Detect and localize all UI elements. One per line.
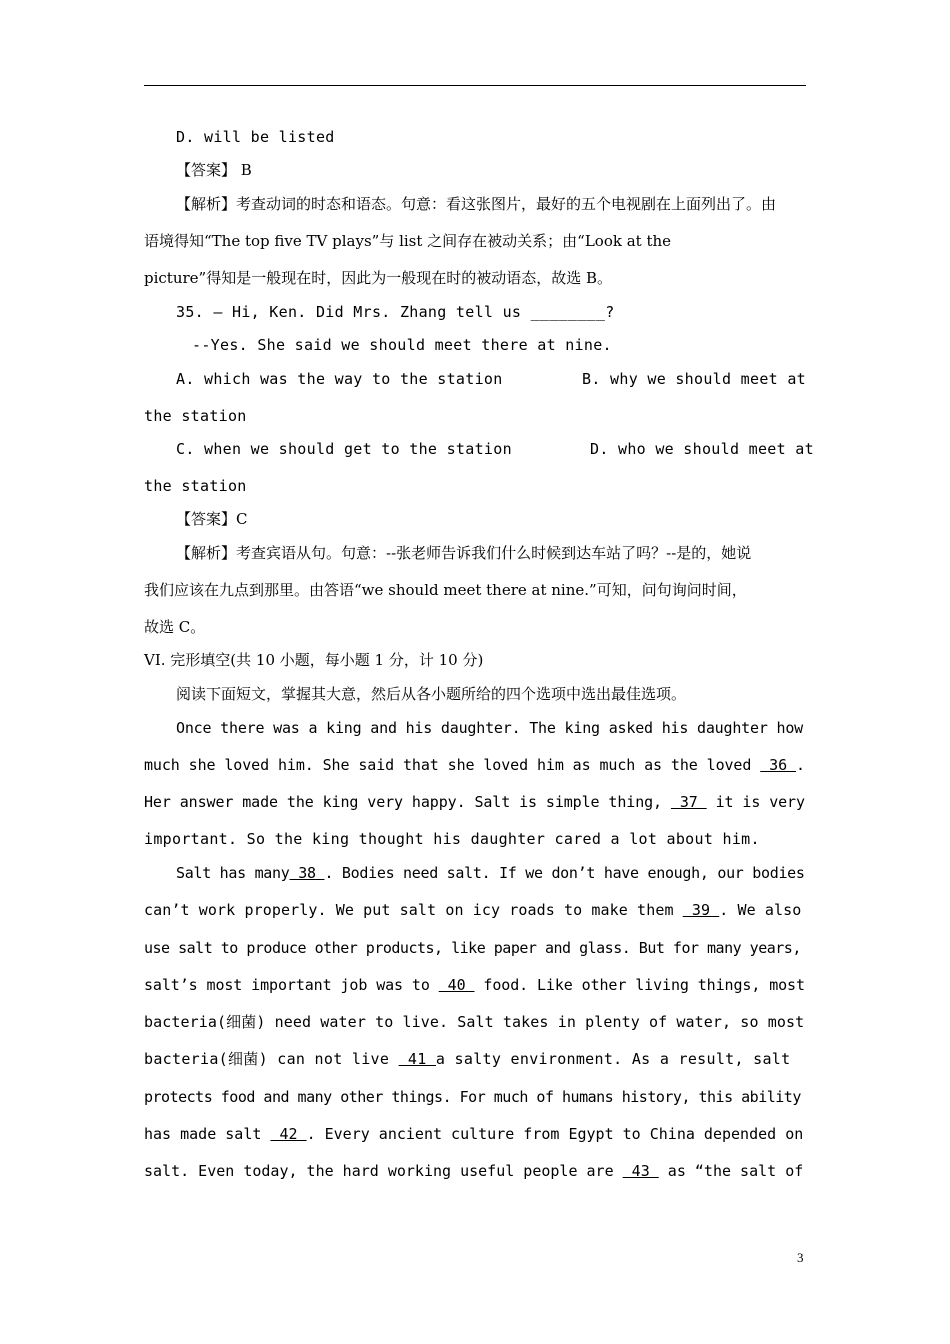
blank-36[interactable]: 36 (760, 756, 796, 774)
analysis-35-line2: 我们应该在九点到那里。由答语“we should meet there at nine.”可知，问句询问时间， (144, 581, 747, 599)
option-a-35: A. which was the way to the station (176, 370, 503, 388)
analysis-34-line1: 【解析】考查动词的时态和语态。句意：看这张图片，最好的五个电视剧在上面列出了。由 (176, 195, 777, 213)
option-b-35: B. why we should meet at (582, 370, 806, 388)
option-d-35: D. who we should meet at (590, 440, 814, 458)
analysis-34-line2: 语境得知“The top five TV plays”与 list 之间存在被动关系；由“Look at the (144, 232, 672, 250)
answer-35: 【答案】C (176, 510, 248, 528)
passage-line-13: salt. Even today, the hard working useful people are 43 as “the salt of (144, 1162, 804, 1180)
question-35: 35. – Hi, Ken. Did Mrs. Zhang tell us ________? (176, 303, 615, 321)
passage-line-1: Once there was a king and his daughter. The king asked his daughter how (176, 719, 803, 737)
option-d-34: D. will be listed (176, 128, 335, 146)
passage-line-5: Salt has many 38 . Bodies need salt. If we don’t have enough, our bodies (176, 864, 805, 882)
section-vi-instructions: 阅读下面短文，掌握其大意，然后从各小题所给的四个选项中选出最佳选项。 (176, 685, 687, 703)
passage-line-8: salt’s most important job was to 40 food. Like other living things, most (144, 976, 805, 994)
passage-line-11: protects food and many other things. For much of humans history, this ability (144, 1088, 801, 1106)
question-35-reply: --Yes. She said we should meet there at nine. (192, 336, 612, 354)
option-c-35: C. when we should get to the station (176, 440, 512, 458)
passage-line-2: much she loved him. She said that she loved him as much as the loved 36 . (144, 756, 805, 774)
blank-40[interactable]: 40 (438, 976, 475, 994)
analysis-35-line3: 故选 C。 (144, 618, 206, 636)
option-b-35-cont: the station (144, 407, 247, 425)
analysis-35-line1: 【解析】考查宾语从句。句意：--张老师告诉我们什么时候到达车站了吗？--是的，她说 (176, 544, 752, 562)
blank-41[interactable]: 41 (398, 1050, 436, 1068)
option-d-35-cont: the station (144, 477, 247, 495)
page-number: 3 (797, 1250, 804, 1265)
header-rule (144, 85, 806, 86)
section-vi-heading: VI. 完形填空(共 10 小题，每小题 1 分，计 10 分) (144, 651, 484, 669)
passage-line-7: use salt to produce other products, like paper and glass. But for many years, (144, 939, 801, 957)
passage-line-3: Her answer made the king very happy. Salt is simple thing, 37 it is very (144, 793, 805, 811)
passage-line-9: bacteria(细菌) need water to live. Salt takes in plenty of water, so most (144, 1013, 805, 1031)
blank-39[interactable]: 39 (682, 901, 720, 919)
analysis-34-line3: picture”得知是一般现在时，因此为一般现在时的被动语态，故选 B。 (144, 269, 612, 287)
passage-line-12: has made salt 42 . Every ancient culture from Egypt to China depended on (144, 1125, 804, 1143)
blank-37[interactable]: 37 (670, 793, 707, 811)
blank-43[interactable]: 43 (622, 1162, 659, 1180)
blank-38[interactable]: 38 (289, 864, 325, 882)
blank-42[interactable]: 42 (270, 1125, 307, 1143)
passage-line-6: can’t work properly. We put salt on icy roads to make them 39 . We also (144, 901, 802, 919)
passage-line-10: bacteria(细菌) can not live 41 a salty environment. As a result, salt (144, 1050, 791, 1068)
answer-34: 【答案】 B (176, 161, 252, 179)
passage-line-4: important. So the king thought his daughter cared a lot about him. (144, 830, 760, 848)
